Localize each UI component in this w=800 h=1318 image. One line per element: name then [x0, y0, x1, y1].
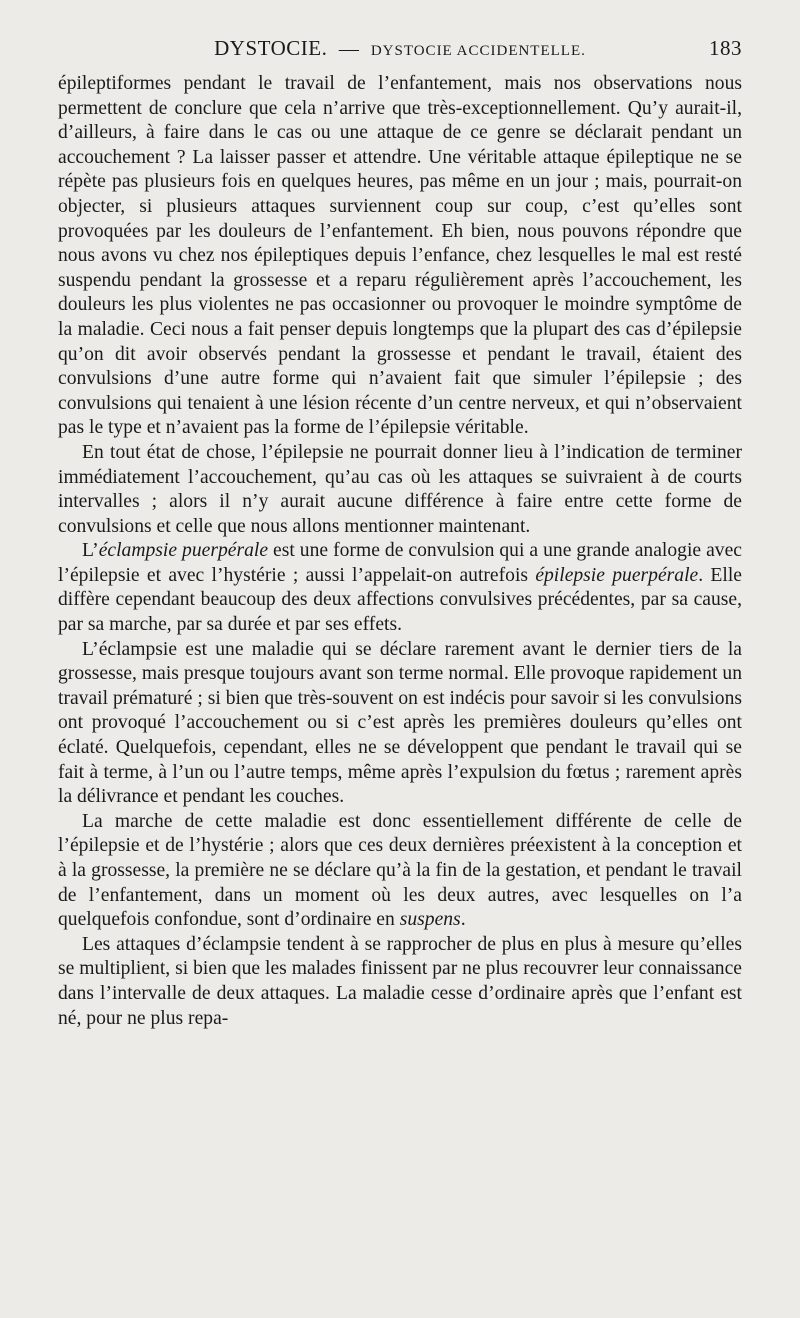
paragraph-4 [58, 638, 742, 810]
section-subtitle: DYSTOCIE ACCIDENTELLE. [370, 43, 586, 59]
text-run: . [460, 909, 466, 931]
page-number: 183 [709, 36, 742, 60]
italic-term: éclampsie puerpérale [98, 540, 269, 562]
text-run: L’éclampsie est une maladie qui se déclare rarement avant le dernier tiers de la grossesse, mais presque toujours avant son terme normal. Elle provoque rapidement un travail prématuré ; si bien que très-souvent on est indécis pour savoir si les convulsions ont provoqué l’accouchement ou si c’est après les premières douleurs qu’elles ont éclaté. Quelquefois, cependant, elles ne se développent que pendant le travail qui se fait à terme, à l’un ou l’autre temps, même après l’expulsion du fœtus ; rarement après la délivrance et pendant les couches. [58, 638, 742, 808]
paragraph-1 [58, 72, 742, 441]
paragraph-3 [58, 539, 742, 637]
text-run: épileptiformes pendant le travail de l’enfantement, mais nos observations nous permettent de conclure que cela n’arrive que très-exceptionnellement. Qu’y aurait-il, d’ailleurs, à faire dans le cas ou une attaque de ce genre se déclarait pendant un accouchement ? La laisser passer et attendre. Une véritable attaque épileptique ne se répète pas plusieurs fois en quelques heures, pas même en un jour ; mais, pourrait-on objecter, si plusieurs attaques surviennent coup sur coup, c’est qu’elles sont provoquées par les douleurs de l’enfantement. Eh bien, nous pouvons répondre que nous avons vu chez nos épileptiques depuis l’enfance, chez lesquelles le mal est resté suspendu pendant la grossesse et a reparu régulièrement après l’accouchement, les douleurs les plus violentes ne pas occasionner ou provoquer le moindre symptôme de la maladie. Ceci nous a fait penser depuis longtemps que la plupart des cas d’épilepsie qu’on dit avoir observés pendant la grossesse et pendant le travail, étaient des convulsions d’une autre forme qui n’avaient fait que simuler l’épilepsie ; des convulsions qui tenaient à une lésion récente d’un centre nerveux, et qui n’observaient pas le type et n’avaient pas la forme de l’épilepsie véritable. [58, 73, 742, 439]
paragraph-2 [58, 441, 742, 539]
chapter-title: DYSTOCIE. [214, 36, 328, 60]
header-separator: — [338, 38, 360, 60]
running-head [58, 36, 742, 72]
text-run: L’ [82, 540, 99, 562]
body-text [58, 72, 742, 1031]
paragraph-5 [58, 810, 742, 933]
text-run: est une forme de convulsion qui a une grande analogie avec l’épilepsie et avec l’hystérie ; aussi l’appelait-on autrefois [58, 540, 743, 586]
paragraph-6 [58, 933, 742, 1031]
text-run: . Elle diffère cependant beaucoup des deux affections convulsives précédentes, par sa cause, par sa marche, par sa durée et par ses effets. [58, 564, 742, 636]
text-run: La marche de cette maladie est donc essentiellement différente de celle de l’épilepsie et de l’hystérie ; alors que ces deux dernières préexistent à la conception et à la grossesse, la première ne se déclare qu’à la fin de la gestation, et pendant le travail de l’enfantement, dans un moment où les deux autres, avec lesquelles on l’a quelquefois confondue, sont d’ordinaire en [58, 810, 742, 931]
text-run: En tout état de chose, l’épilepsie ne pourrait donner lieu à l’indication de terminer immédiatement l’accouchement, qu’au cas où les attaques se suivraient à de courts intervalles ; alors il n’y aurait aucune différence à faire entre cette forme de convulsions et celle que nous allons mentionner maintenant. [58, 441, 742, 537]
italic-term: suspens [399, 909, 461, 931]
italic-term: épilepsie puerpérale [535, 564, 699, 586]
text-run: Les attaques d’éclampsie tendent à se rapprocher de plus en plus à mesure qu’elles se multiplient, si bien que les malades finissent par ne plus recouvrer leur connaissance dans l’intervalle de deux attaques. La maladie cesse d’ordinaire après que l’enfant est né, pour ne plus repa- [58, 933, 742, 1029]
